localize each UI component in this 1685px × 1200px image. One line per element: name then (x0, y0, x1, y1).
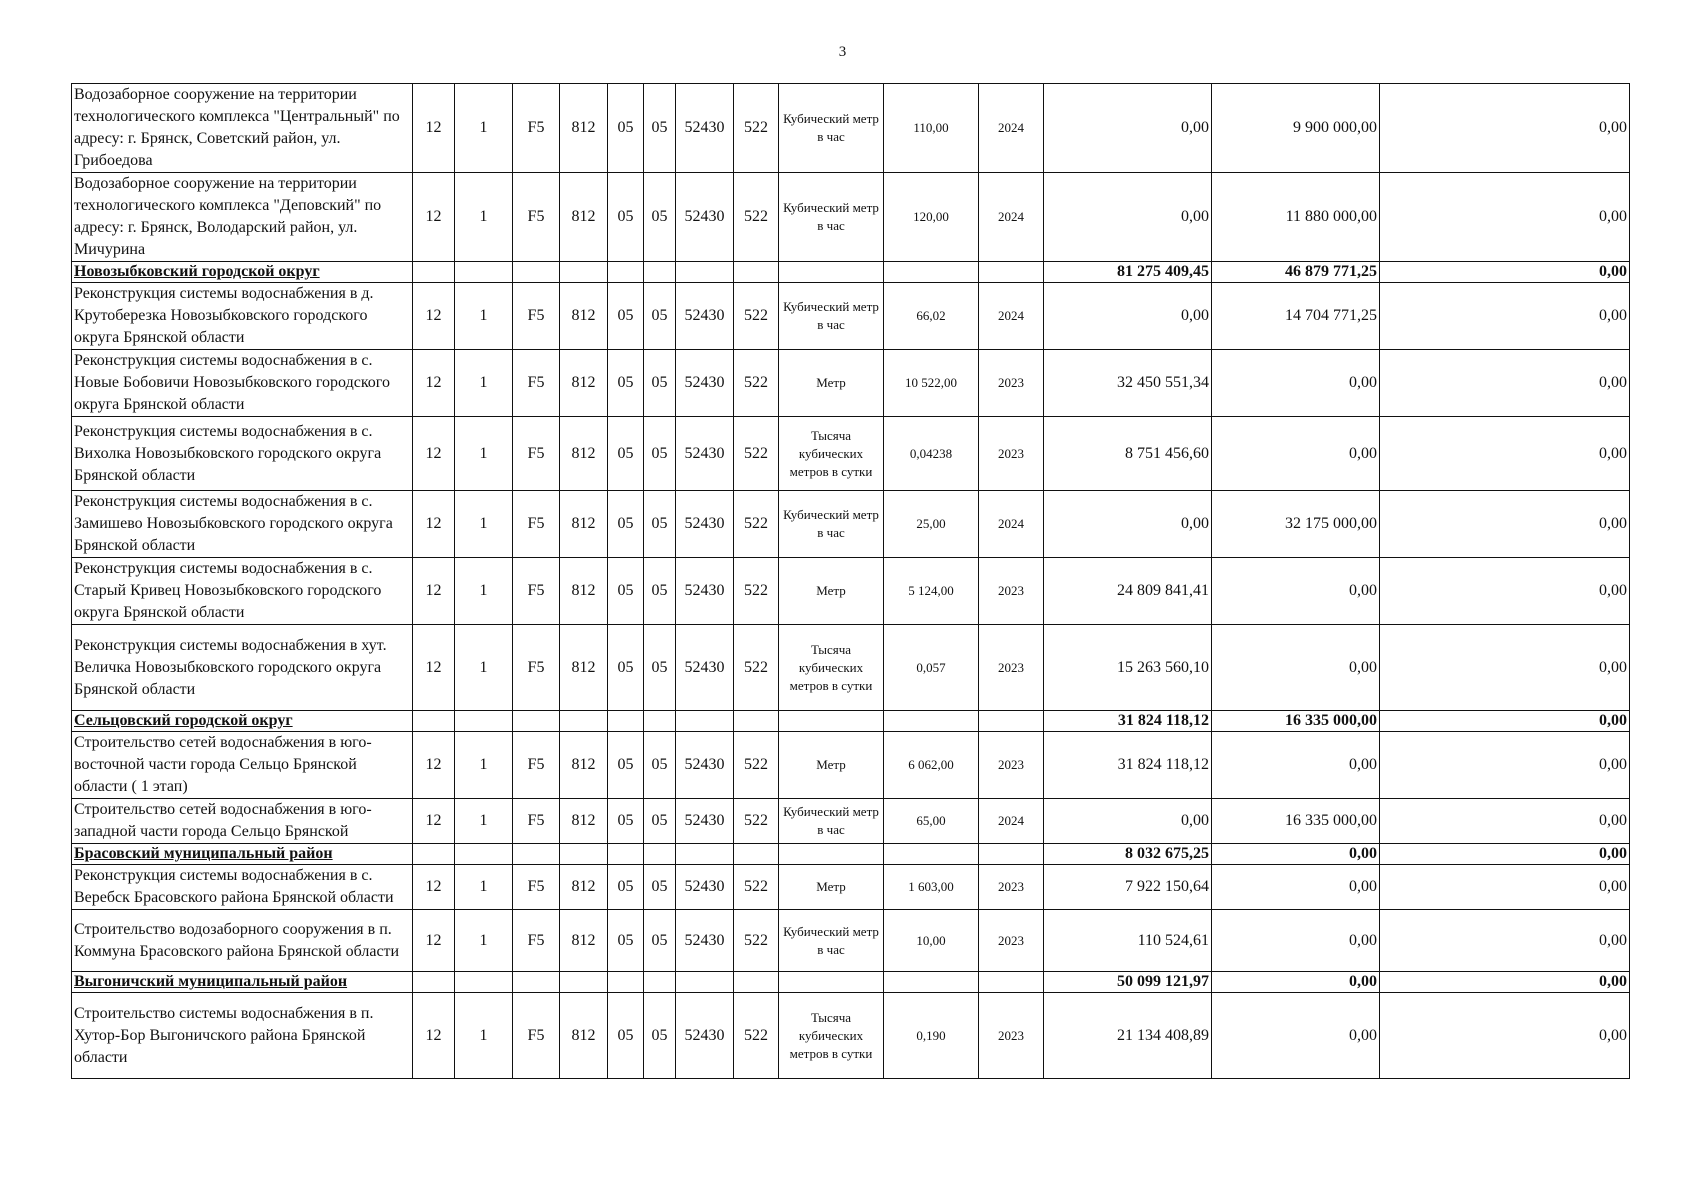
code-cell (560, 262, 608, 283)
code-cell: 05 (644, 625, 676, 711)
code-cell: 522 (734, 558, 779, 625)
capacity-cell (884, 711, 979, 732)
code-cell: 812 (560, 993, 608, 1079)
amount-cell: 15 263 560,10 (1044, 625, 1212, 711)
table-row (72, 84, 1630, 173)
amount-cell: 110 524,61 (1044, 910, 1212, 972)
code-cell: 12 (413, 417, 455, 491)
code-cell: 05 (644, 993, 676, 1079)
capacity-cell (884, 972, 979, 993)
amount-cell: 0,00 (1380, 711, 1630, 732)
code-cell: F5 (513, 799, 560, 844)
code-cell: 12 (413, 625, 455, 711)
unit-cell: Кубический метр в час (779, 910, 884, 972)
unit-cell: Метр (779, 865, 884, 910)
code-cell (676, 844, 734, 865)
year-cell: 2023 (979, 993, 1044, 1079)
code-cell: 05 (608, 799, 644, 844)
code-cell: 05 (608, 625, 644, 711)
code-cell: 05 (608, 993, 644, 1079)
code-cell: 05 (644, 173, 676, 262)
amount-cell: 0,00 (1380, 865, 1630, 910)
code-cell: 522 (734, 491, 779, 558)
code-cell: F5 (513, 283, 560, 350)
code-cell (560, 711, 608, 732)
code-cell: 12 (413, 84, 455, 173)
amount-cell: 0,00 (1380, 799, 1630, 844)
capacity-cell: 25,00 (884, 491, 979, 558)
code-cell: 812 (560, 732, 608, 799)
amount-cell: 0,00 (1044, 283, 1212, 350)
object-name-cell: Реконструкция системы водоснабжения в хут. Величка Новозыбковского городского округа Брянской области (72, 625, 413, 711)
code-cell: 52430 (676, 173, 734, 262)
code-cell: F5 (513, 491, 560, 558)
unit-cell: Метр (779, 732, 884, 799)
code-cell: F5 (513, 173, 560, 262)
table-row (72, 865, 1630, 910)
table-row (72, 799, 1630, 844)
unit-cell (779, 262, 884, 283)
code-cell: 812 (560, 173, 608, 262)
code-cell (560, 972, 608, 993)
code-cell (734, 972, 779, 993)
amount-cell: 0,00 (1380, 993, 1630, 1079)
amount-cell: 32 450 551,34 (1044, 350, 1212, 417)
amount-cell: 0,00 (1380, 625, 1630, 711)
year-cell: 2024 (979, 84, 1044, 173)
code-cell: 1 (455, 283, 513, 350)
code-cell (608, 262, 644, 283)
code-cell: 1 (455, 993, 513, 1079)
code-cell: 05 (608, 350, 644, 417)
code-cell: 05 (644, 558, 676, 625)
code-cell: 12 (413, 491, 455, 558)
amount-cell: 0,00 (1380, 173, 1630, 262)
amount-cell: 14 704 771,25 (1212, 283, 1380, 350)
capacity-cell: 10,00 (884, 910, 979, 972)
code-cell: 522 (734, 865, 779, 910)
code-cell: 522 (734, 732, 779, 799)
year-cell: 2023 (979, 558, 1044, 625)
group-total-row (72, 711, 1630, 732)
code-cell: 52430 (676, 910, 734, 972)
amount-cell: 11 880 000,00 (1212, 173, 1380, 262)
year-cell: 2023 (979, 865, 1044, 910)
table-row (72, 417, 1630, 491)
code-cell: 52430 (676, 417, 734, 491)
object-name-cell: Брасовский муниципальный район (72, 844, 413, 865)
code-cell: 1 (455, 558, 513, 625)
code-cell: 1 (455, 910, 513, 972)
object-name-cell: Реконструкция системы водоснабжения в с. Вихолка Новозыбковского городского округа Брянской области (72, 417, 413, 491)
amount-cell: 0,00 (1380, 732, 1630, 799)
code-cell: 812 (560, 625, 608, 711)
capacity-cell: 0,057 (884, 625, 979, 711)
amount-cell: 8 032 675,25 (1044, 844, 1212, 865)
unit-cell: Тысяча кубических метров в сутки (779, 625, 884, 711)
amount-cell: 0,00 (1380, 350, 1630, 417)
amount-cell: 9 900 000,00 (1212, 84, 1380, 173)
code-cell: 12 (413, 283, 455, 350)
code-cell: 05 (644, 865, 676, 910)
amount-cell: 7 922 150,64 (1044, 865, 1212, 910)
amount-cell: 0,00 (1212, 417, 1380, 491)
code-cell: 522 (734, 799, 779, 844)
year-cell: 2023 (979, 417, 1044, 491)
code-cell (513, 844, 560, 865)
code-cell (608, 711, 644, 732)
code-cell: 05 (644, 910, 676, 972)
code-cell: 05 (644, 84, 676, 173)
code-cell: 52430 (676, 350, 734, 417)
year-cell: 2023 (979, 350, 1044, 417)
amount-cell: 81 275 409,45 (1044, 262, 1212, 283)
capacity-cell (884, 262, 979, 283)
amount-cell: 0,00 (1212, 972, 1380, 993)
table-row (72, 350, 1630, 417)
amount-cell: 50 099 121,97 (1044, 972, 1212, 993)
amount-cell: 0,00 (1044, 799, 1212, 844)
capacity-cell: 5 124,00 (884, 558, 979, 625)
code-cell: 1 (455, 799, 513, 844)
table-body (72, 84, 1630, 1079)
year-cell (979, 262, 1044, 283)
code-cell: 12 (413, 799, 455, 844)
amount-cell: 8 751 456,60 (1044, 417, 1212, 491)
code-cell: 522 (734, 417, 779, 491)
code-cell (413, 711, 455, 732)
table-row (72, 625, 1630, 711)
group-total-row (72, 844, 1630, 865)
code-cell (455, 972, 513, 993)
code-cell: 05 (608, 558, 644, 625)
code-cell: 05 (644, 417, 676, 491)
code-cell: 1 (455, 417, 513, 491)
group-total-row (72, 972, 1630, 993)
object-name-cell: Реконструкция системы водоснабжения в с. Замишево Новозыбковского городского округа Брянской области (72, 491, 413, 558)
code-cell: 05 (644, 491, 676, 558)
capacity-cell: 0,04238 (884, 417, 979, 491)
year-cell: 2023 (979, 910, 1044, 972)
object-name-cell: Реконструкция системы водоснабжения в с. Веребск Брасовского района Брянской области (72, 865, 413, 910)
object-name-cell: Строительство сетей водоснабжения в юго-западной части города Сельцо Брянской (72, 799, 413, 844)
capacity-cell: 0,190 (884, 993, 979, 1079)
amount-cell: 31 824 118,12 (1044, 732, 1212, 799)
code-cell (608, 844, 644, 865)
capacity-cell: 110,00 (884, 84, 979, 173)
code-cell: F5 (513, 865, 560, 910)
code-cell: 1 (455, 173, 513, 262)
amount-cell: 31 824 118,12 (1044, 711, 1212, 732)
amount-cell: 0,00 (1044, 491, 1212, 558)
code-cell: 812 (560, 491, 608, 558)
amount-cell: 16 335 000,00 (1212, 799, 1380, 844)
unit-cell: Метр (779, 558, 884, 625)
code-cell: 05 (608, 732, 644, 799)
group-total-row (72, 262, 1630, 283)
amount-cell: 0,00 (1380, 558, 1630, 625)
code-cell: 52430 (676, 865, 734, 910)
code-cell: 12 (413, 558, 455, 625)
object-name-cell: Реконструкция системы водоснабжения в с. Старый Кривец Новозыбковского городского округа Брянской области (72, 558, 413, 625)
object-name-cell: Выгоничский муниципальный район (72, 972, 413, 993)
code-cell: 522 (734, 993, 779, 1079)
amount-cell: 16 335 000,00 (1212, 711, 1380, 732)
capacity-cell: 6 062,00 (884, 732, 979, 799)
object-name-cell: Реконструкция системы водоснабжения в д. Крутоберезка Новозыбковского городского округа Брянской области (72, 283, 413, 350)
code-cell: F5 (513, 732, 560, 799)
code-cell: 12 (413, 350, 455, 417)
code-cell: 522 (734, 625, 779, 711)
object-name-cell: Водозаборное сооружение на территории технологического комплекса "Центральный" по адресу: г. Брянск, Советский район, ул. Грибоедова (72, 84, 413, 173)
code-cell: 05 (608, 173, 644, 262)
code-cell: 12 (413, 910, 455, 972)
object-name-cell: Строительство водозаборного сооружения в п. Коммуна Брасовского района Брянской области (72, 910, 413, 972)
amount-cell: 0,00 (1212, 993, 1380, 1079)
amount-cell: 0,00 (1380, 972, 1630, 993)
table-row (72, 283, 1630, 350)
object-name-cell: Новозыбковский городской округ (72, 262, 413, 283)
code-cell: F5 (513, 84, 560, 173)
code-cell: 812 (560, 283, 608, 350)
code-cell: 1 (455, 625, 513, 711)
amount-cell: 0,00 (1212, 350, 1380, 417)
code-cell: 05 (608, 84, 644, 173)
code-cell: 05 (608, 417, 644, 491)
code-cell: 522 (734, 350, 779, 417)
unit-cell (779, 711, 884, 732)
amount-cell: 21 134 408,89 (1044, 993, 1212, 1079)
code-cell (455, 262, 513, 283)
code-cell: 812 (560, 558, 608, 625)
amount-cell: 0,00 (1212, 865, 1380, 910)
capacity-cell: 10 522,00 (884, 350, 979, 417)
code-cell: 812 (560, 350, 608, 417)
code-cell (644, 972, 676, 993)
code-cell: 1 (455, 491, 513, 558)
amount-cell: 0,00 (1212, 910, 1380, 972)
code-cell (644, 262, 676, 283)
capacity-cell: 1 603,00 (884, 865, 979, 910)
code-cell: F5 (513, 993, 560, 1079)
table-row (72, 993, 1630, 1079)
amount-cell: 24 809 841,41 (1044, 558, 1212, 625)
year-cell (979, 711, 1044, 732)
code-cell (513, 711, 560, 732)
code-cell: 05 (608, 491, 644, 558)
code-cell (644, 844, 676, 865)
code-cell (513, 262, 560, 283)
amount-cell: 0,00 (1212, 844, 1380, 865)
code-cell: 52430 (676, 283, 734, 350)
code-cell: F5 (513, 910, 560, 972)
code-cell: 812 (560, 799, 608, 844)
code-cell: 52430 (676, 84, 734, 173)
capacity-cell: 66,02 (884, 283, 979, 350)
code-cell (413, 262, 455, 283)
code-cell (734, 711, 779, 732)
budget-table (71, 83, 1630, 1079)
code-cell: 52430 (676, 993, 734, 1079)
code-cell (734, 844, 779, 865)
code-cell: F5 (513, 558, 560, 625)
amount-cell: 32 175 000,00 (1212, 491, 1380, 558)
code-cell: F5 (513, 625, 560, 711)
unit-cell (779, 844, 884, 865)
code-cell: F5 (513, 350, 560, 417)
table-row (72, 491, 1630, 558)
code-cell: 12 (413, 732, 455, 799)
code-cell: 52430 (676, 625, 734, 711)
year-cell: 2023 (979, 625, 1044, 711)
code-cell: 52430 (676, 558, 734, 625)
unit-cell: Метр (779, 350, 884, 417)
year-cell: 2024 (979, 491, 1044, 558)
code-cell: 05 (644, 799, 676, 844)
code-cell (676, 972, 734, 993)
code-cell (734, 262, 779, 283)
code-cell: 52430 (676, 732, 734, 799)
code-cell: 1 (455, 350, 513, 417)
unit-cell: Кубический метр в час (779, 173, 884, 262)
amount-cell: 0,00 (1380, 491, 1630, 558)
code-cell: 12 (413, 993, 455, 1079)
code-cell: 522 (734, 173, 779, 262)
unit-cell: Кубический метр в час (779, 799, 884, 844)
amount-cell: 0,00 (1212, 625, 1380, 711)
unit-cell: Кубический метр в час (779, 84, 884, 173)
year-cell: 2023 (979, 732, 1044, 799)
capacity-cell: 120,00 (884, 173, 979, 262)
capacity-cell (884, 844, 979, 865)
code-cell: 05 (644, 283, 676, 350)
object-name-cell: Строительство сетей водоснабжения в юго-восточной части города Сельцо Брянской области ( 1 этап) (72, 732, 413, 799)
code-cell: 12 (413, 173, 455, 262)
code-cell (413, 844, 455, 865)
code-cell (455, 844, 513, 865)
object-name-cell: Водозаборное сооружение на территории технологического комплекса "Деповский" по адресу: г. Брянск, Володарский район, ул. Мичурина (72, 173, 413, 262)
code-cell: 1 (455, 732, 513, 799)
unit-cell: Тысяча кубических метров в сутки (779, 993, 884, 1079)
code-cell: 05 (608, 283, 644, 350)
code-cell: 522 (734, 283, 779, 350)
year-cell: 2024 (979, 283, 1044, 350)
code-cell (413, 972, 455, 993)
table-row (72, 173, 1630, 262)
code-cell: 12 (413, 865, 455, 910)
year-cell: 2024 (979, 173, 1044, 262)
unit-cell: Тысяча кубических метров в сутки (779, 417, 884, 491)
code-cell: 812 (560, 417, 608, 491)
code-cell: 05 (644, 350, 676, 417)
code-cell: 812 (560, 84, 608, 173)
amount-cell: 0,00 (1380, 417, 1630, 491)
object-name-cell: Сельцовский городской округ (72, 711, 413, 732)
unit-cell (779, 972, 884, 993)
unit-cell: Кубический метр в час (779, 283, 884, 350)
code-cell: 812 (560, 910, 608, 972)
code-cell: 812 (560, 865, 608, 910)
amount-cell: 0,00 (1380, 910, 1630, 972)
amount-cell: 0,00 (1380, 262, 1630, 283)
code-cell (560, 844, 608, 865)
page-number: 3 (838, 44, 847, 60)
object-name-cell: Реконструкция системы водоснабжения в с. Новые Бобовичи Новозыбковского городского округа Брянской области (72, 350, 413, 417)
code-cell: 522 (734, 910, 779, 972)
capacity-cell: 65,00 (884, 799, 979, 844)
code-cell: 52430 (676, 491, 734, 558)
object-name-cell: Строительство системы водоснабжения в п. Хутор-Бор Выгоничского района Брянской области (72, 993, 413, 1079)
code-cell: 52430 (676, 799, 734, 844)
code-cell: 1 (455, 865, 513, 910)
code-cell: 05 (608, 865, 644, 910)
code-cell: 1 (455, 84, 513, 173)
code-cell (513, 972, 560, 993)
amount-cell: 0,00 (1380, 283, 1630, 350)
amount-cell: 0,00 (1044, 173, 1212, 262)
code-cell (644, 711, 676, 732)
amount-cell: 0,00 (1212, 558, 1380, 625)
code-cell (608, 972, 644, 993)
code-cell: 05 (608, 910, 644, 972)
table-row (72, 910, 1630, 972)
code-cell: F5 (513, 417, 560, 491)
code-cell: 05 (644, 732, 676, 799)
year-cell (979, 844, 1044, 865)
code-cell (455, 711, 513, 732)
amount-cell: 0,00 (1044, 84, 1212, 173)
amount-cell: 46 879 771,25 (1212, 262, 1380, 283)
year-cell (979, 972, 1044, 993)
unit-cell: Кубический метр в час (779, 491, 884, 558)
amount-cell: 0,00 (1380, 844, 1630, 865)
code-cell: 522 (734, 84, 779, 173)
table-row (72, 732, 1630, 799)
code-cell (676, 262, 734, 283)
amount-cell: 0,00 (1212, 732, 1380, 799)
code-cell (676, 711, 734, 732)
year-cell: 2024 (979, 799, 1044, 844)
amount-cell: 0,00 (1380, 84, 1630, 173)
table-row (72, 558, 1630, 625)
